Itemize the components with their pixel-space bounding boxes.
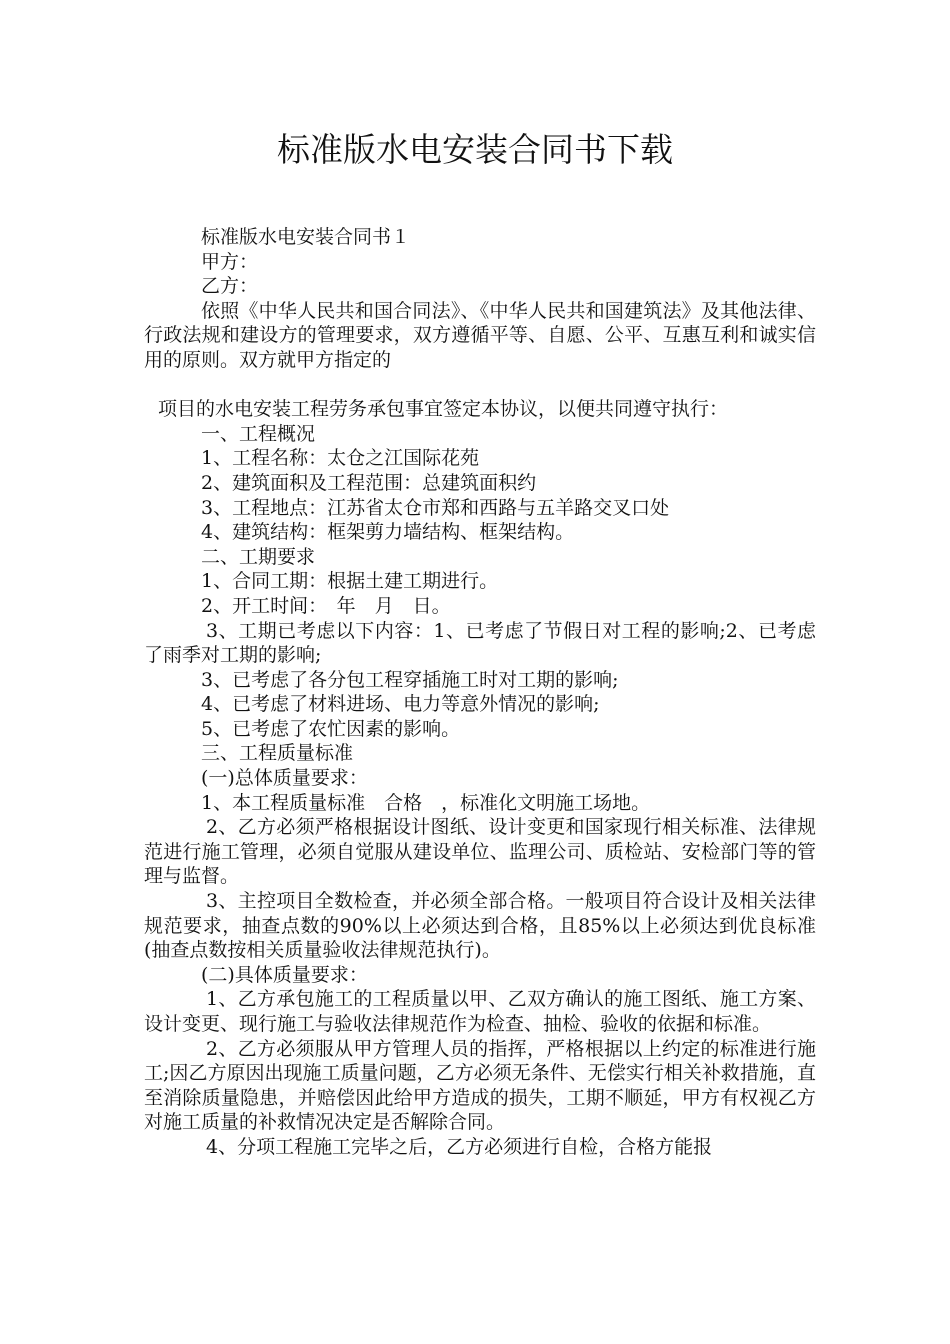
section-heading-3: 三、工程质量标准	[201, 742, 354, 765]
document-title: 标准版水电安装合同书下载	[277, 130, 673, 169]
preamble-continuation: 项目的水电安装工程劳务承包事宜签定本协议，以便共同遵守执行：	[158, 398, 729, 421]
clause: 2、乙方必须服从甲方管理人员的指挥，严格根据以上约定的标准进行施工;因乙方原因出现施工质量问题，乙方必须无条件、无偿实行相关补救措施，直至消除质量隐患，并赔偿因此给甲方造成的损失，工期不顺延，甲方有权视乙方对施工质量的补救情况决定是否解除合同。	[144, 1037, 816, 1134]
clause: 3、工期已考虑以下内容：1、已考虑了节假日对工程的影响;2、已考虑了雨季对工期的影响;	[144, 619, 816, 667]
clause: 2、建筑面积及工程范围：总建筑面积约	[201, 471, 537, 494]
subsection-heading: (二)具体质量要求：	[201, 963, 368, 986]
clause: 3、主控项目全数检查，并必须全部合格。一般项目符合设计及相关法律规范要求，抽查点数的90%以上必须达到合格，且85%以上必须达到优良标准(抽查点数按相关质量验收法律规范执行)。	[144, 890, 816, 962]
clause: 1、合同工期：根据土建工期进行。	[201, 570, 499, 593]
clause: 1、本工程质量标准 合格 ，标准化文明施工场地。	[201, 791, 651, 814]
clause: 1、乙方承包施工的工程质量以甲、乙双方确认的施工图纸、施工方案、设计变更、现行施工与验收法律规范作为检查、抽检、验收的依据和标准。	[144, 988, 816, 1035]
clause: 2、开工时间： 年 月 日。	[201, 594, 451, 617]
clause: 4、已考虑了材料进场、电力等意外情况的影响;	[201, 693, 600, 716]
subsection-heading: (一)总体质量要求：	[201, 767, 368, 790]
clause: 4、分项工程施工完毕之后，乙方必须进行自检，合格方能报	[206, 1135, 713, 1158]
clause: 3、工程地点：江苏省太仓市郑和西路与五羊路交叉口处	[201, 496, 670, 519]
section-heading-1: 一、工程概况	[201, 422, 316, 445]
section-heading-2: 二、工期要求	[201, 545, 316, 568]
party-b-line: 乙方：	[201, 275, 259, 298]
clause: 5、已考虑了农忙因素的影响。	[201, 717, 461, 740]
blank-line	[144, 373, 816, 398]
clause: 4、建筑结构：框架剪力墙结构、框架结构。	[201, 521, 575, 544]
party-a-line: 甲方：	[201, 250, 259, 273]
preamble-paragraph: 依照《中华人民共和国合同法》、《中华人民共和国建筑法》及其他法律、行政法规和建设方的管理要求，双方遵循平等、自愿、公平、互惠互利和诚实信用的原则。双方就甲方指定的	[144, 299, 816, 371]
clause: 1、工程名称：太仓之江国际花苑	[201, 447, 480, 470]
contract-heading: 标准版水电安装合同书１	[201, 226, 411, 248]
document-body	[144, 225, 816, 1160]
clause: 3、已考虑了各分包工程穿插施工时对工期的影响;	[201, 668, 619, 691]
clause: 2、乙方必须严格根据设计图纸、设计变更和国家现行相关标准、法律规范进行施工管理，必须自觉服从建设单位、监理公司、质检站、安检部门等的管理与监督。	[144, 816, 816, 888]
